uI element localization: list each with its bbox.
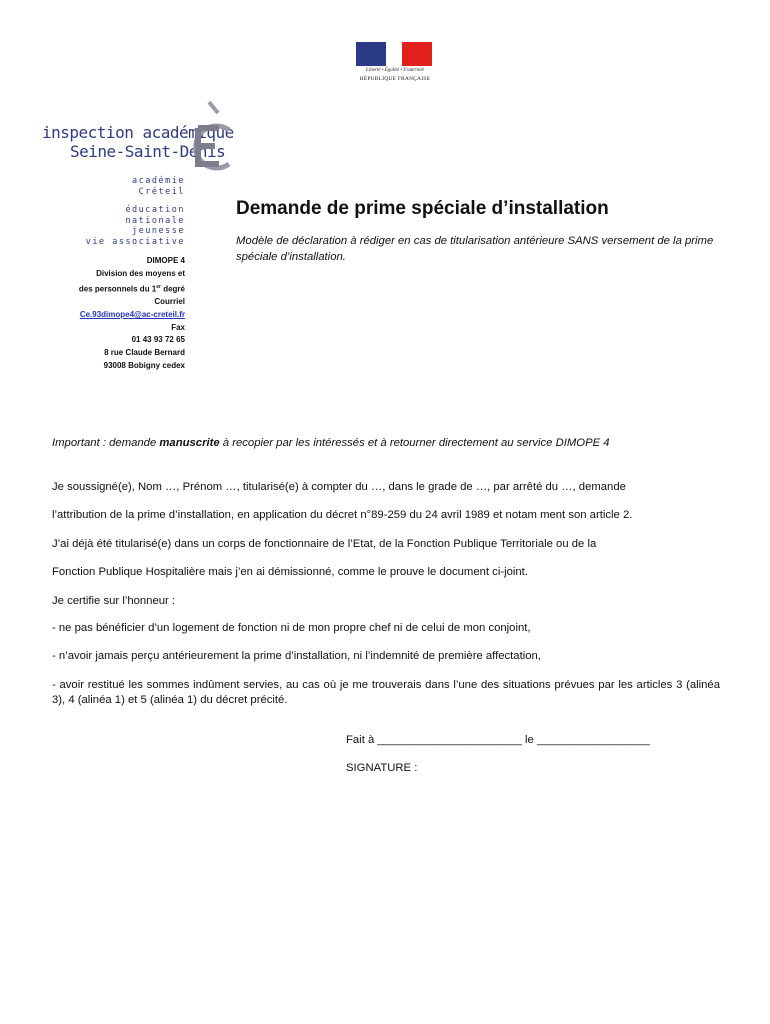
declaration-paragraph: Je soussigné(e), Nom …, Prénom …, titularisé(e) à compter du …, dans le grade de …, par arrêté du …, demande [52, 481, 626, 493]
academie-logo-line1: inspection académique [42, 123, 234, 142]
place-date-line: Fait à _______________________ le __________________ [346, 734, 651, 746]
address-line2: 93008 Bobigny cedex [103, 361, 185, 371]
declaration-paragraph: l’attribution de la prime d’installation, en application du décret n°89-259 du 24 avril 1989 et notam ment son article 2. [52, 509, 633, 521]
important-notice: Important : demande manuscrite à recopier par les intéressés et à retourner directement au service DIMOPE 4 [52, 437, 610, 449]
academie-logo-line2: Seine-Saint-Denis [70, 142, 226, 161]
republique-motto: Liberté • Égalité • Fraternité [366, 68, 424, 73]
fax-label: Fax [171, 322, 185, 332]
certification-item: - n’avoir jamais perçu antérieurement la prime d’installation, ni l’indemnité de première affectation, [52, 650, 541, 662]
republique-name: RÉPUBLIQUE FRANÇAISE [359, 76, 431, 82]
service-contact-block [79, 255, 185, 373]
academie-side-line: éducation [125, 205, 185, 215]
academie-side-text [86, 176, 185, 247]
declaration-paragraph: J’ai déjà été titularisé(e) dans un corps de fonctionnaire de l’Etat, de la Fonction Publique Territoriale ou de la [52, 538, 597, 550]
certification-item: - avoir restitué les sommes indûment servies, au cas où je me trouverais dans l’une des situations prévues par les articles 3 (alinéa 3), 4 (alinéa 1) et 5 (alinéa 1) du décret précité. [52, 679, 720, 706]
certification-item: - ne pas bénéficier d’un logement de fonction ni de mon propre chef ni de celui de mon conjoint, [52, 622, 531, 634]
certification-heading: Je certifie sur l’honneur : [52, 595, 176, 607]
academie-side-line: nationale [125, 215, 185, 226]
address-line1: 8 rue Claude Bernard [104, 348, 185, 358]
academie-side-line: jeunesse [132, 226, 185, 236]
division-line2: des personnels du 1er degré [78, 283, 185, 294]
courriel-label: Courriel [154, 297, 185, 307]
service-name: DIMOPE 4 [146, 256, 185, 265]
fax-number: 01 43 93 72 65 [131, 335, 185, 345]
academie-side-line: académie [132, 176, 185, 186]
document-subtitle: Modèle de déclaration à rédiger en cas de titularisation antérieure SANS versement de la prime spéciale d’installation. [236, 235, 714, 263]
document-title: Demande de prime spéciale d’installation [236, 198, 609, 219]
academie-side-line: Créteil [138, 186, 185, 197]
academie-e-logo-icon [185, 100, 235, 176]
division-line1: Division des moyens et [96, 268, 185, 278]
email-link[interactable]: Ce.93dimope4@ac-creteil.fr [79, 309, 185, 319]
declaration-paragraph: Fonction Publique Hospitalière mais j’en ai démissionné, comme le prouve le document ci-joint. [52, 566, 528, 578]
academie-side-line: vie associative [85, 236, 185, 247]
marianne-flag-icon [356, 42, 432, 66]
signature-label: SIGNATURE : [346, 762, 418, 774]
republique-francaise-logo [356, 42, 436, 86]
